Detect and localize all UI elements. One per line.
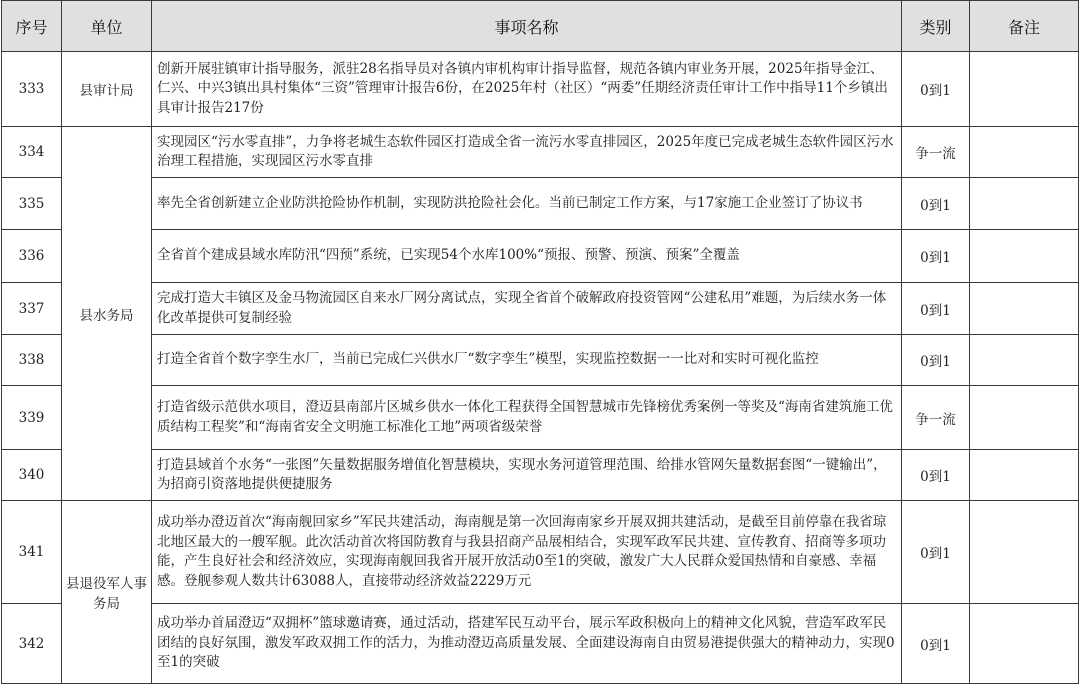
row-seq: 339 — [2, 386, 62, 450]
row-category: 0到1 — [902, 230, 970, 283]
row-seq: 336 — [2, 230, 62, 283]
row-note — [970, 178, 1079, 230]
row-seq: 341 — [2, 501, 62, 604]
row-item-desc: 打造省级示范供水项目，澄迈县南部片区城乡供水一体化工程获得全国智慧城市先锋榜优秀案例一等奖及“海南省建筑施工优质结构工程奖”和“海南省安全文明施工标准化工地”两项省级荣誉 — [152, 386, 902, 450]
row-category: 0到1 — [902, 450, 970, 501]
header-unit: 单位 — [62, 1, 152, 52]
row-seq: 335 — [2, 178, 62, 230]
row-item-desc: 成功举办澄迈首次“海南舰回家乡”军民共建活动，海南舰是第一次回海南家乡开展双拥共建活动，是截至目前停靠在我省琼北地区最大的一艘军舰。此次活动首次将国防教育与我县招商产品展相结合，实现军政军民共建、宣传教育、招商等多项功能，产生良好社会和经济效应，实现海南舰回我省开展开放活动0至1的突破，激发广大人民群众爱国热情和自豪感、幸福感。登舰参观人数共计63088人，直接带动经济效益2229万元 — [152, 501, 902, 604]
row-note — [970, 283, 1079, 335]
table-row — [2, 230, 1079, 283]
row-unit: 县退役军人事务局 — [62, 501, 152, 684]
row-category: 0到1 — [902, 52, 970, 127]
row-note — [970, 230, 1079, 283]
row-category: 0到1 — [902, 501, 970, 604]
row-note — [970, 127, 1079, 178]
table-row — [2, 604, 1079, 684]
table-row — [2, 283, 1079, 335]
items-table — [1, 0, 1079, 684]
row-note — [970, 335, 1079, 386]
header-row — [2, 1, 1079, 52]
table-row — [2, 450, 1079, 501]
row-note — [970, 604, 1079, 684]
row-item-desc: 成功举办首届澄迈“双拥杯”篮球邀请赛，通过活动，搭建军民互动平台，展示军政积极向上的精神文化风貌，营造军政军民团结的良好氛围，激发军政双拥工作的活力，为推动澄迈高质量发展、全面建设海南自由贸易港提供强大的精神动力，实现0至1的突破 — [152, 604, 902, 684]
header-category: 类别 — [902, 1, 970, 52]
header-seq: 序号 — [2, 1, 62, 52]
row-seq: 334 — [2, 127, 62, 178]
row-unit: 县审计局 — [62, 52, 152, 127]
row-seq: 338 — [2, 335, 62, 386]
row-item-desc: 打造全省首个数字孪生水厂，当前已完成仁兴供水厂“数字孪生”模型，实现监控数据一一比对和实时可视化监控 — [152, 335, 902, 386]
table-row — [2, 127, 1079, 178]
row-note — [970, 501, 1079, 604]
row-category: 争一流 — [902, 386, 970, 450]
table-row — [2, 178, 1079, 230]
row-item-desc: 创新开展驻镇审计指导服务，派驻28名指导员对各镇内审机构审计指导监督，规范各镇内审业务开展，2025年指导金江、仁兴、中兴3镇出具村集体“三资”管理审计报告6份，在2025年村（社区）“两委”任期经济责任审计工作中指导11个乡镇出具审计报告217份 — [152, 52, 902, 127]
row-seq: 333 — [2, 52, 62, 127]
row-category: 0到1 — [902, 604, 970, 684]
row-category: 0到1 — [902, 178, 970, 230]
row-seq: 342 — [2, 604, 62, 684]
row-note — [970, 386, 1079, 450]
header-item: 事项名称 — [152, 1, 902, 52]
table-row — [2, 335, 1079, 386]
table-row — [2, 52, 1079, 127]
row-item-desc: 打造县域首个水务“一张图”矢量数据服务增值化智慧模块，实现水务河道管理范围、给排水管网矢量数据套图“一键输出”，为招商引资落地提供便捷服务 — [152, 450, 902, 501]
header-note: 备注 — [970, 1, 1079, 52]
row-note — [970, 450, 1079, 501]
row-item-desc: 全省首个建成县域水库防汛“四预”系统，已实现54个水库100%“预报、预警、预演、预案”全覆盖 — [152, 230, 902, 283]
row-item-desc: 实现园区“污水零直排”，力争将老城生态软件园区打造成全省一流污水零直排园区，2025年度已完成老城生态软件园区污水治理工程措施，实现园区污水零直排 — [152, 127, 902, 178]
table-row — [2, 386, 1079, 450]
row-item-desc: 完成打造大丰镇区及金马物流园区自来水厂网分离试点，实现全省首个破解政府投资管网“公建私用”难题，为后续水务一体化改革提供可复制经验 — [152, 283, 902, 335]
table-row — [2, 501, 1079, 604]
row-unit: 县水务局 — [62, 127, 152, 501]
row-category: 0到1 — [902, 335, 970, 386]
row-item-desc: 率先全省创新建立企业防洪抢险协作机制，实现防洪抢险社会化。当前已制定工作方案，与17家施工企业签订了协议书 — [152, 178, 902, 230]
row-seq: 340 — [2, 450, 62, 501]
row-note — [970, 52, 1079, 127]
row-category: 争一流 — [902, 127, 970, 178]
row-category: 0到1 — [902, 283, 970, 335]
row-seq: 337 — [2, 283, 62, 335]
